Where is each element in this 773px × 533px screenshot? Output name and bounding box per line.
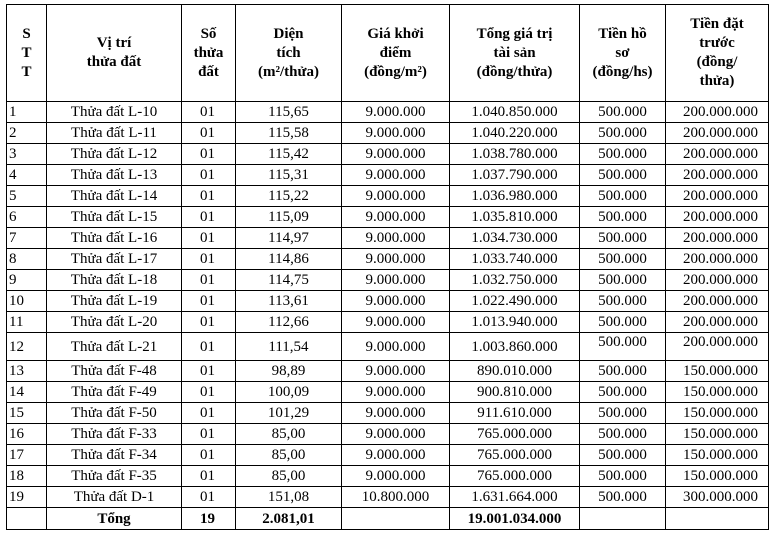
cell-count: 01 [182,487,236,508]
cell-location: Thửa đất L-18 [47,270,182,291]
header-total-value [450,5,580,102]
cell-start-price: 9.000.000 [342,333,450,361]
cell-location: Thửa đất L-16 [47,228,182,249]
cell-location: Thửa đất L-21 [47,333,182,361]
header-deposit-line: (đồng/ [696,54,738,70]
cell-stt: 10 [7,291,47,312]
header-area-line: (m²/thửa) [258,63,319,80]
cell-start-price: 9.000.000 [342,445,450,466]
cell-total-value: 1.038.780.000 [450,144,580,165]
cell-stt: 13 [7,361,47,382]
header-count-line: Số [200,25,217,42]
cell-stt: 12 [7,333,47,361]
cell-count: 01 [182,333,236,361]
cell-stt: 11 [7,312,47,333]
table-row [7,270,769,291]
cell-location: Thửa đất L-12 [47,144,182,165]
table-row [7,123,769,144]
cell-stt: 17 [7,445,47,466]
cell-stt: 1 [7,102,47,123]
cell-deposit: 200.000.000 [666,291,769,312]
cell-total-value: 1.034.730.000 [450,228,580,249]
cell-deposit: 200.000.000 [666,186,769,207]
cell-count: 01 [182,382,236,403]
cell-location: Thửa đất L-13 [47,165,182,186]
cell-start-price: 9.000.000 [342,165,450,186]
cell-file-fee: 500.000 [580,466,666,487]
cell-file-fee: 500.000 [580,445,666,466]
table-row [7,445,769,466]
header-deposit-line: trước [699,35,735,51]
table-row [7,165,769,186]
cell-total-value: 765.000.000 [450,445,580,466]
cell-area: 115,42 [236,144,342,165]
table-row [7,382,769,403]
cell-location: Thửa đất L-11 [47,123,182,144]
header-count-line: thửa [193,44,224,61]
header-count [182,5,236,102]
header-total-value-line: tài sản [493,44,536,61]
cell-location: Thửa đất F-49 [47,382,182,403]
cell-file-fee: 500.000 [580,249,666,270]
cell-file-fee: 500.000 [580,424,666,445]
cell-total-value: 1.035.810.000 [450,207,580,228]
cell-file-fee: 500.000 [580,144,666,165]
cell-file-fee: 500.000 [580,487,666,508]
cell-stt: 16 [7,424,47,445]
cell-area: 115,31 [236,165,342,186]
cell-total-value: 1.022.490.000 [450,291,580,312]
table-row [7,228,769,249]
cell-start-price: 9.000.000 [342,291,450,312]
cell-stt: 15 [7,403,47,424]
cell-deposit: 150.000.000 [666,403,769,424]
table-row [7,333,769,361]
total-count: 19 [182,508,236,530]
table-row [7,207,769,228]
header-deposit-line: thửa) [699,73,735,89]
cell-start-price: 9.000.000 [342,207,450,228]
cell-count: 01 [182,403,236,424]
table-row [7,186,769,207]
cell-stt: 5 [7,186,47,207]
cell-count: 01 [182,102,236,123]
cell-file-fee: 500.000 [580,270,666,291]
cell-stt: 18 [7,466,47,487]
cell-start-price: 9.000.000 [342,382,450,403]
table-row [7,291,769,312]
cell-start-price: 9.000.000 [342,123,450,144]
cell-stt: 14 [7,382,47,403]
header-area-line: tích [276,44,301,61]
cell-count: 01 [182,144,236,165]
cell-location: Thửa đất F-50 [47,403,182,424]
cell-area: 111,54 [236,333,342,361]
total-stt-cell [7,508,47,530]
cell-total-value: 1.033.740.000 [450,249,580,270]
header-deposit-line: Tiền đặt [690,16,744,32]
cell-file-fee: 500.000 [580,207,666,228]
header-deposit [666,5,769,102]
cell-total-value: 1.036.980.000 [450,186,580,207]
cell-count: 01 [182,270,236,291]
cell-area: 101,29 [236,403,342,424]
cell-count: 01 [182,291,236,312]
header-location [47,5,182,102]
cell-location: Thửa đất L-17 [47,249,182,270]
header-start-price-line: điểm [379,44,412,61]
cell-area: 98,89 [236,361,342,382]
cell-location: Thửa đất F-48 [47,361,182,382]
cell-start-price: 9.000.000 [342,186,450,207]
auction-land-table [6,4,769,530]
header-start-price [342,5,450,102]
cell-location: Thửa đất F-35 [47,466,182,487]
cell-total-value: 1.032.750.000 [450,270,580,291]
cell-deposit: 200.000.000 [666,102,769,123]
cell-stt: 9 [7,270,47,291]
cell-area: 112,66 [236,312,342,333]
total-row [7,508,769,530]
cell-total-value: 900.810.000 [450,382,580,403]
cell-count: 01 [182,123,236,144]
total-area: 2.081,01 [236,508,342,530]
cell-file-fee: 500.000 [580,403,666,424]
cell-total-value: 1.040.850.000 [450,102,580,123]
cell-stt: 6 [7,207,47,228]
cell-count: 01 [182,207,236,228]
header-file-fee-line: (đồng/hs) [592,63,653,80]
cell-count: 01 [182,228,236,249]
table-row [7,424,769,445]
header-file-fee-line: sơ [615,44,630,61]
table-row [7,466,769,487]
cell-deposit: 200.000.000 [666,333,769,361]
total-value: 19.001.034.000 [450,508,580,530]
total-start-price [342,508,450,530]
cell-deposit: 200.000.000 [666,144,769,165]
cell-count: 01 [182,186,236,207]
cell-area: 115,09 [236,207,342,228]
table-row [7,144,769,165]
cell-file-fee: 500.000 [580,186,666,207]
cell-deposit: 200.000.000 [666,207,769,228]
cell-deposit: 200.000.000 [666,123,769,144]
header-stt-line: S [22,25,31,42]
header-area-line: Diện [273,25,304,42]
cell-area: 114,97 [236,228,342,249]
cell-start-price: 10.800.000 [342,487,450,508]
cell-deposit: 150.000.000 [666,361,769,382]
cell-stt: 8 [7,249,47,270]
header-stt-line: T [21,63,32,80]
header-stt [7,5,47,102]
cell-total-value: 765.000.000 [450,466,580,487]
cell-start-price: 9.000.000 [342,466,450,487]
cell-area: 85,00 [236,466,342,487]
table-row [7,361,769,382]
cell-file-fee: 500.000 [580,333,666,361]
cell-count: 01 [182,361,236,382]
header-total-value-line: (đồng/thửa) [476,63,553,80]
cell-total-value: 1.003.860.000 [450,333,580,361]
cell-deposit: 200.000.000 [666,270,769,291]
cell-stt: 3 [7,144,47,165]
total-deposit [666,508,769,530]
header-start-price-line: Giá khởi [367,25,424,42]
cell-count: 01 [182,249,236,270]
cell-file-fee: 500.000 [580,102,666,123]
cell-file-fee: 500.000 [580,228,666,249]
cell-area: 113,61 [236,291,342,312]
cell-deposit: 150.000.000 [666,382,769,403]
cell-total-value: 911.610.000 [450,403,580,424]
cell-total-value: 1.013.940.000 [450,312,580,333]
cell-total-value: 1.037.790.000 [450,165,580,186]
cell-start-price: 9.000.000 [342,403,450,424]
header-location-line: Vị trí [96,35,132,51]
cell-start-price: 9.000.000 [342,102,450,123]
cell-area: 85,00 [236,424,342,445]
cell-file-fee: 500.000 [580,291,666,312]
cell-deposit: 200.000.000 [666,312,769,333]
cell-location: Thửa đất L-20 [47,312,182,333]
cell-count: 01 [182,445,236,466]
cell-count: 01 [182,312,236,333]
cell-stt: 7 [7,228,47,249]
cell-total-value: 1.040.220.000 [450,123,580,144]
cell-deposit: 150.000.000 [666,466,769,487]
table-row [7,403,769,424]
header-stt-line: T [21,44,32,61]
header-count-line: đất [198,63,219,80]
header-total-value-line: Tổng giá trị [476,25,553,42]
table-row [7,487,769,508]
cell-start-price: 9.000.000 [342,228,450,249]
header-start-price-line: (đồng/m²) [364,63,427,80]
cell-deposit: 200.000.000 [666,165,769,186]
cell-stt: 19 [7,487,47,508]
table-body [7,102,769,530]
cell-count: 01 [182,466,236,487]
cell-area: 114,86 [236,249,342,270]
cell-area: 85,00 [236,445,342,466]
cell-start-price: 9.000.000 [342,249,450,270]
cell-deposit: 150.000.000 [666,424,769,445]
cell-location: Thửa đất L-15 [47,207,182,228]
cell-start-price: 9.000.000 [342,361,450,382]
cell-total-value: 890.010.000 [450,361,580,382]
cell-start-price: 9.000.000 [342,312,450,333]
cell-file-fee: 500.000 [580,361,666,382]
cell-start-price: 9.000.000 [342,424,450,445]
cell-deposit: 200.000.000 [666,228,769,249]
header-file-fee [580,5,666,102]
cell-file-fee: 500.000 [580,165,666,186]
cell-stt: 4 [7,165,47,186]
cell-location: Thửa đất L-19 [47,291,182,312]
header-location-line: thửa đất [86,54,142,70]
total-file-fee [580,508,666,530]
cell-location: Thửa đất D-1 [47,487,182,508]
cell-total-value: 1.631.664.000 [450,487,580,508]
cell-start-price: 9.000.000 [342,270,450,291]
cell-area: 151,08 [236,487,342,508]
cell-deposit: 150.000.000 [666,445,769,466]
cell-area: 115,65 [236,102,342,123]
table-row [7,312,769,333]
cell-location: Thửa đất L-10 [47,102,182,123]
cell-file-fee: 500.000 [580,312,666,333]
total-label: Tổng [47,508,182,530]
cell-location: Thửa đất F-34 [47,445,182,466]
cell-area: 115,22 [236,186,342,207]
table-header-row [7,5,769,102]
cell-deposit: 200.000.000 [666,249,769,270]
cell-stt: 2 [7,123,47,144]
cell-location: Thửa đất L-14 [47,186,182,207]
cell-area: 100,09 [236,382,342,403]
header-area [236,5,342,102]
table-row [7,102,769,123]
cell-file-fee: 500.000 [580,123,666,144]
cell-area: 114,75 [236,270,342,291]
cell-start-price: 9.000.000 [342,144,450,165]
cell-area: 115,58 [236,123,342,144]
cell-file-fee: 500.000 [580,382,666,403]
header-file-fee-line: Tiền hồ [598,25,647,42]
cell-deposit: 300.000.000 [666,487,769,508]
table-row [7,249,769,270]
cell-location: Thửa đất F-33 [47,424,182,445]
cell-count: 01 [182,165,236,186]
cell-total-value: 765.000.000 [450,424,580,445]
cell-count: 01 [182,424,236,445]
